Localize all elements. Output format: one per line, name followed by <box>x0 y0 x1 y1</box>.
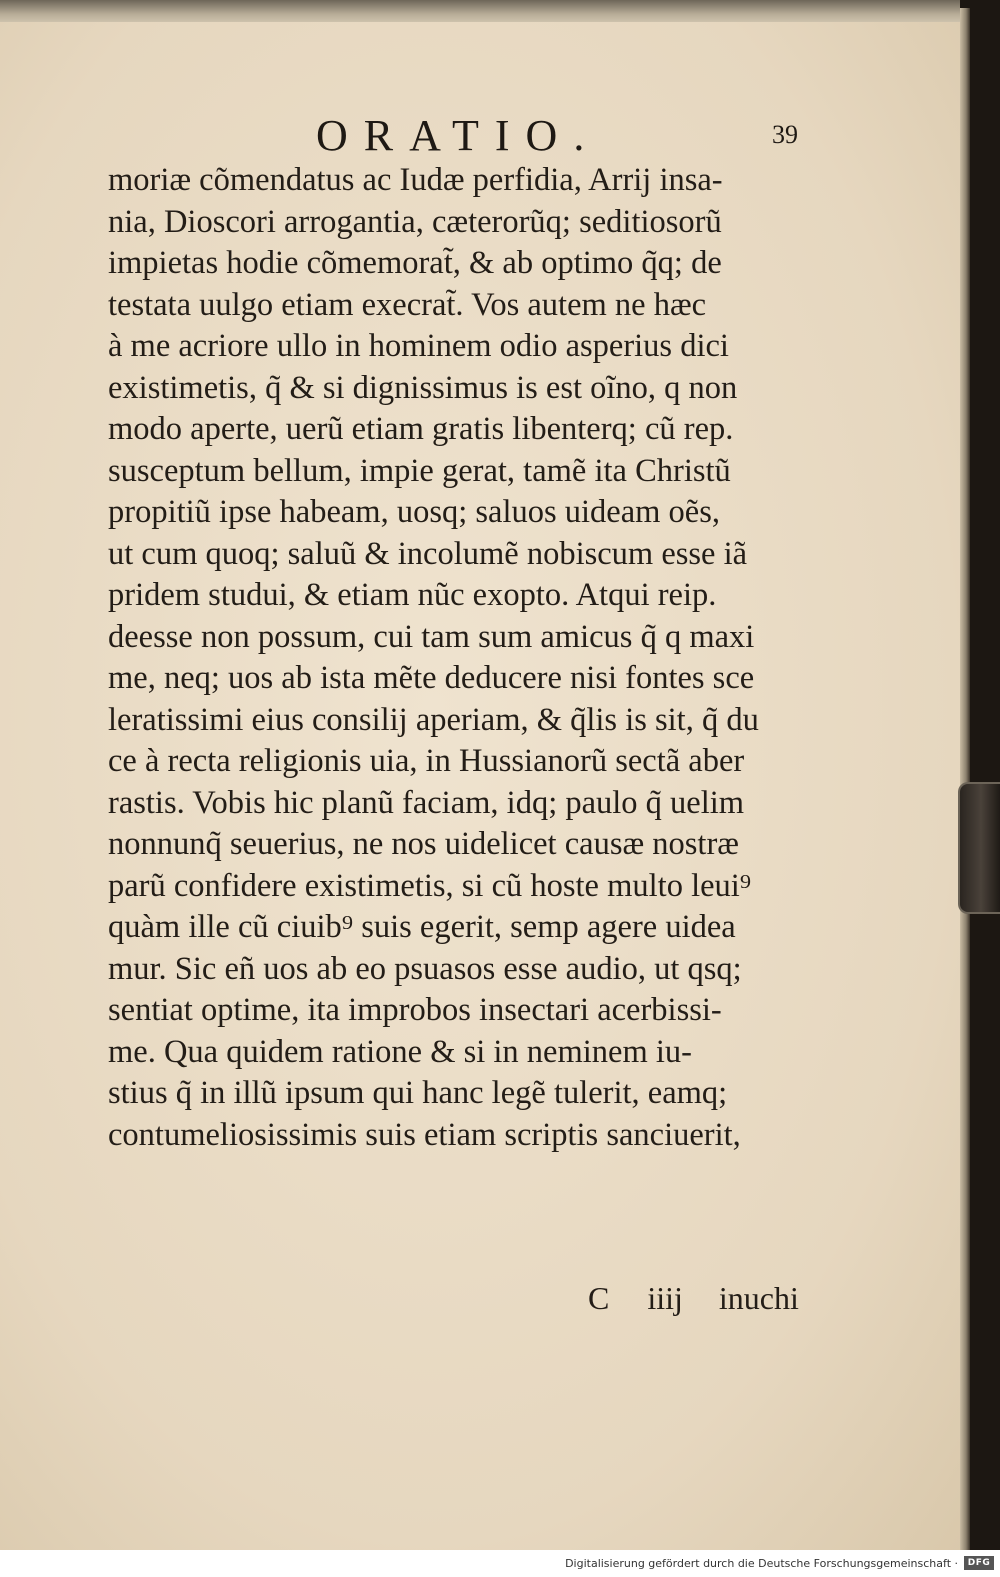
text-line: sentiat optime, ita improbos insectari acerbissi- <box>108 992 722 1028</box>
text-line: impietas hodie cõmemorat̃, & ab optimo q̃q; de <box>108 245 722 281</box>
text-line: moriæ cõmendatus ac Iudæ perfidia, Arrij insa- <box>108 162 723 198</box>
text-line: quàm ille cũ ciuib⁹ suis egerit, semp agere uidea <box>108 909 736 945</box>
text-line: pridem studui, & etiam nũc exopto. Atqui reip. <box>108 577 717 613</box>
text-line: deesse non possum, cui tam sum amicus q̃ q maxi <box>108 618 755 655</box>
text-line: susceptum bellum, impie gerat, tamẽ ita Christũ <box>108 452 731 489</box>
text-line: leratissimi eius consilij aperiam, & q̃lis is sit, q̃ du <box>108 701 759 738</box>
text-line: testata uulgo etiam execrat̃. Vos autem ne hæc <box>108 286 707 323</box>
text-line: à me acriore ullo in hominem odio asperius dici <box>108 328 729 364</box>
catchword: inuchi <box>718 1280 799 1316</box>
funding-credit: Digitalisierung gefördert durch die Deutsche Forschungsgemeinschaft · <box>565 1557 958 1570</box>
text-line: ut cum quoq; saluũ & incolumẽ nobiscum esse iã <box>108 535 748 572</box>
signature-mark: C <box>588 1280 610 1316</box>
dfg-logo: DFG <box>964 1556 994 1570</box>
text-line: existimetis, q̃ & si dignissimus is est oĩno, q non <box>108 369 738 406</box>
body-text <box>108 160 828 1156</box>
text-line: me, neq; uos ab ista mẽte deducere nisi fontes sce <box>108 660 755 696</box>
running-head: ORATIO. <box>316 111 601 160</box>
text-line: me. Qua quidem ratione & si in neminem iu- <box>108 1033 692 1070</box>
catchline <box>588 1280 799 1317</box>
text-line: rastis. Vobis hic planũ faciam, idq; paulo q̃ uelim <box>108 784 745 821</box>
text-line: nia, Dioscori arrogantia, cæterorũq; seditiosorũ <box>108 203 722 240</box>
page-fore-edge <box>960 8 970 1550</box>
text-line: propitiũ ipse habeam, uosq; saluos uideam oẽs, <box>108 494 720 530</box>
text-line: modo aperte, uerũ etiam gratis libenterq; cũ rep. <box>108 411 734 447</box>
text-line: parũ confidere existimetis, si cũ hoste multo leui⁹ <box>108 867 752 904</box>
text-line: mur. Sic eñ uos ab eo psuasos esse audio, ut qsq; <box>108 950 742 987</box>
folio-number: 39 <box>772 120 798 149</box>
digitization-footer <box>0 1550 1000 1577</box>
text-line: nonnunq̃ seuerius, ne nos uidelicet causæ nostræ <box>108 826 739 862</box>
quire-number: iiij <box>647 1280 683 1316</box>
text-line: ce à recta religionis uia, in Hussianorũ sectã aber <box>108 743 745 779</box>
text-line: stius q̃ in illũ ipsum qui hanc legẽ tulerit, eamq; <box>108 1075 728 1111</box>
text-line: contumeliosissimis suis etiam scriptis sanciuerit, <box>108 1116 741 1153</box>
book-clasp <box>958 782 1000 914</box>
